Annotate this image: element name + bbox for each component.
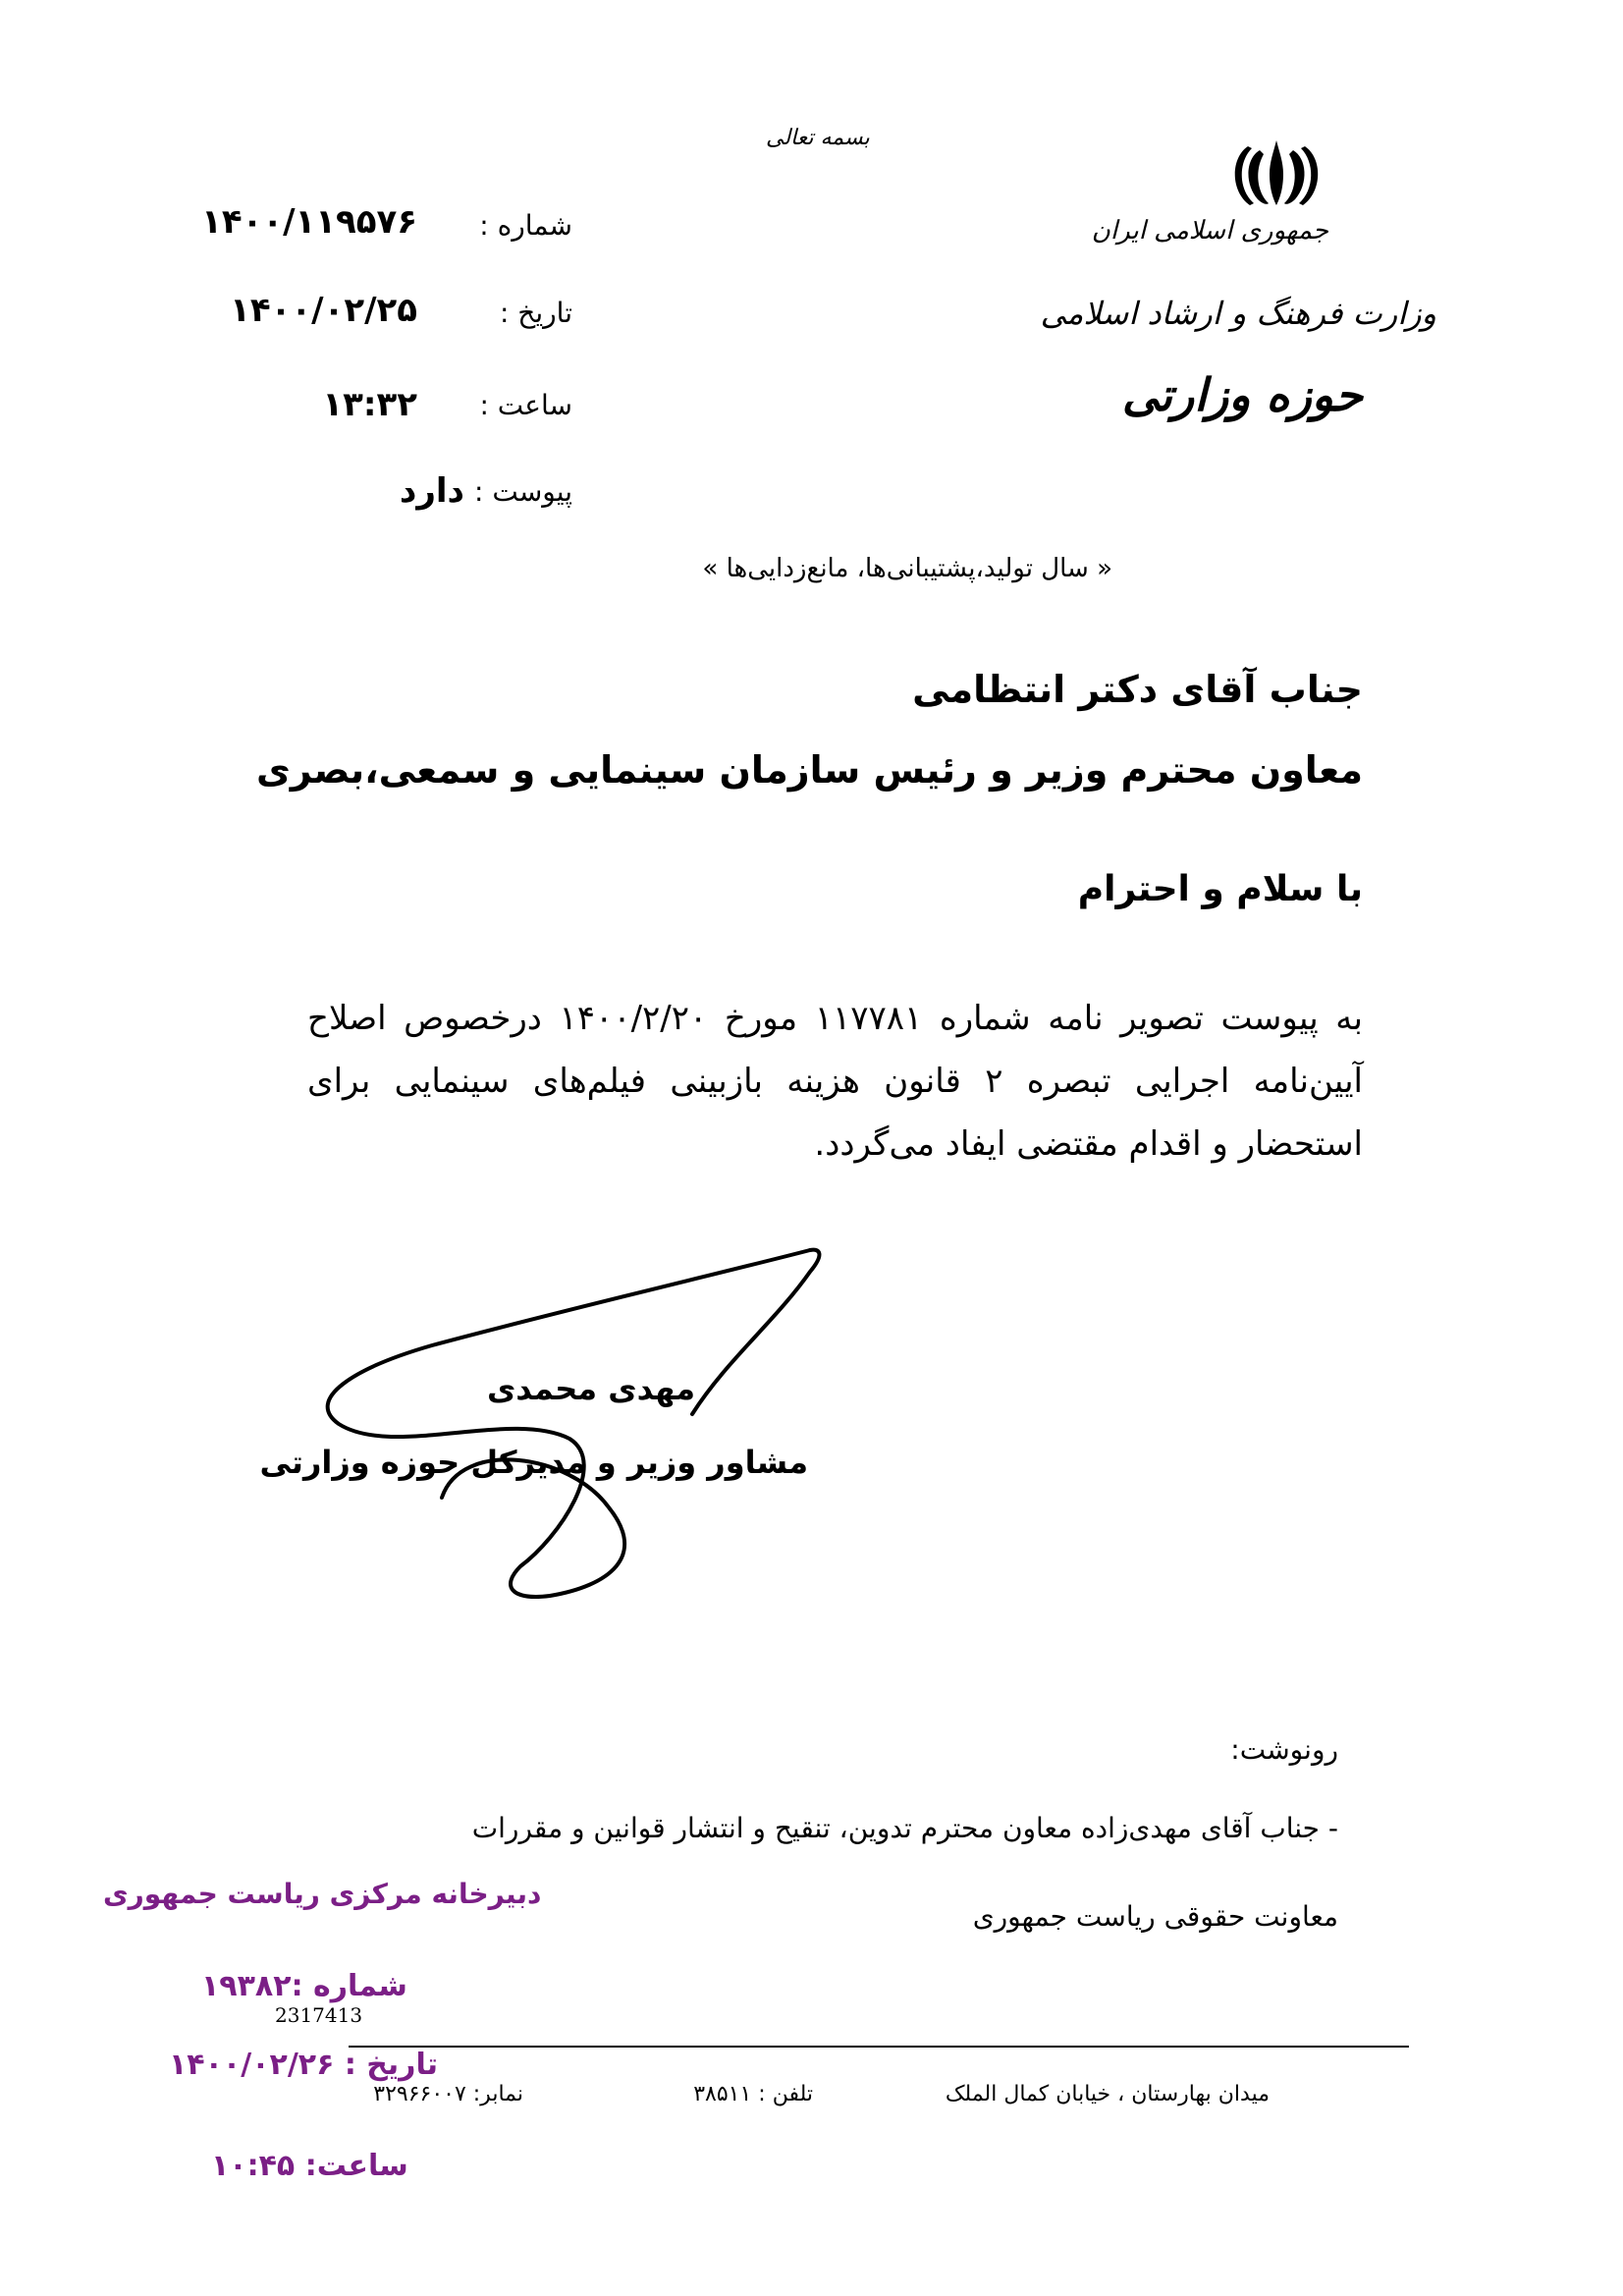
stamp-code: 2317413: [275, 2003, 363, 2027]
ministry-name: وزارت فرهنگ و ارشاد اسلامی: [1040, 295, 1436, 332]
recipient-name: جناب آقای دکتر انتظامی: [912, 668, 1363, 711]
ministry-country: جمهوری اسلامی ایران: [1091, 216, 1328, 246]
signer-name: مهدی محمدی: [486, 1370, 695, 1407]
attachment-label: پیوست :: [474, 475, 572, 508]
stamp-time: ساعت: ۱۰:۴۵: [211, 2149, 408, 2183]
stamp-number: شماره :۱۹۳۸۲: [201, 1969, 407, 2003]
letter-body: به پیوست تصویر نامه شماره ۱۱۷۷۸۱ مورخ ۱۴۰۰/۲/۲۰ درخصوص اصلاح آیین‌نامه اجرایی تبصره ۲ قانون هزینه بازبینی فیلم‌های سینمایی برای استحضار و اقدام مقتضی ایفاد می‌گردد.: [307, 999, 1364, 1164]
footer-fax: نمابر: ۳۲۹۶۶۰۰۷: [373, 2082, 523, 2106]
number-label: شماره :: [479, 209, 572, 242]
attachment-value: دارد: [399, 471, 464, 511]
letter-number: ۱۴۰۰/۱۱۹۵۷۶: [201, 202, 417, 242]
footer-address: میدان بهارستان ، خیابان کمال الملک: [945, 2082, 1270, 2106]
greeting: با سلام و احترام: [1077, 869, 1363, 909]
stamp-date: تاریخ : ۱۴۰۰/۰۲/۲۶: [169, 2048, 438, 2082]
footer-phone: تلفن : ۳۸۵۱۱: [693, 2082, 813, 2106]
cc-recipient: - جناب آقای مهدی‌زاده معاون محترم تدوین، تنقیح و انتشار قوانین و مقررات: [471, 1812, 1338, 1844]
basmala: بسمه تعالی: [766, 126, 870, 150]
stamp-office: دبیرخانه مرکزی ریاست جمهوری: [103, 1878, 542, 1910]
cc-heading: رونوشت:: [1230, 1733, 1338, 1766]
letter-time: ۱۳:۳۲: [322, 385, 417, 424]
footer-divider: [349, 2046, 1409, 2048]
handwritten-signature: [314, 1242, 844, 1606]
year-slogan: « سال تولید،پشتیبانی‌ها، مانع‌زدایی‌ها »: [702, 554, 1112, 583]
signer-title: مشاور وزیر و مدیرکل حوزه وزارتی: [259, 1444, 808, 1481]
iran-emblem-icon: [1222, 133, 1330, 211]
ministry-office: حوزه وزارتی: [1121, 368, 1363, 421]
letter-date: ۱۴۰۰/۰۲/۲۵: [230, 291, 417, 330]
cc-recipient-office: معاونت حقوقی ریاست جمهوری: [972, 1900, 1338, 1933]
date-label: تاریخ :: [499, 297, 572, 329]
recipient-title: معاون محترم وزیر و رئیس سازمان سینمایی و سمعی،بصری: [255, 748, 1363, 792]
time-label: ساعت :: [479, 389, 572, 421]
